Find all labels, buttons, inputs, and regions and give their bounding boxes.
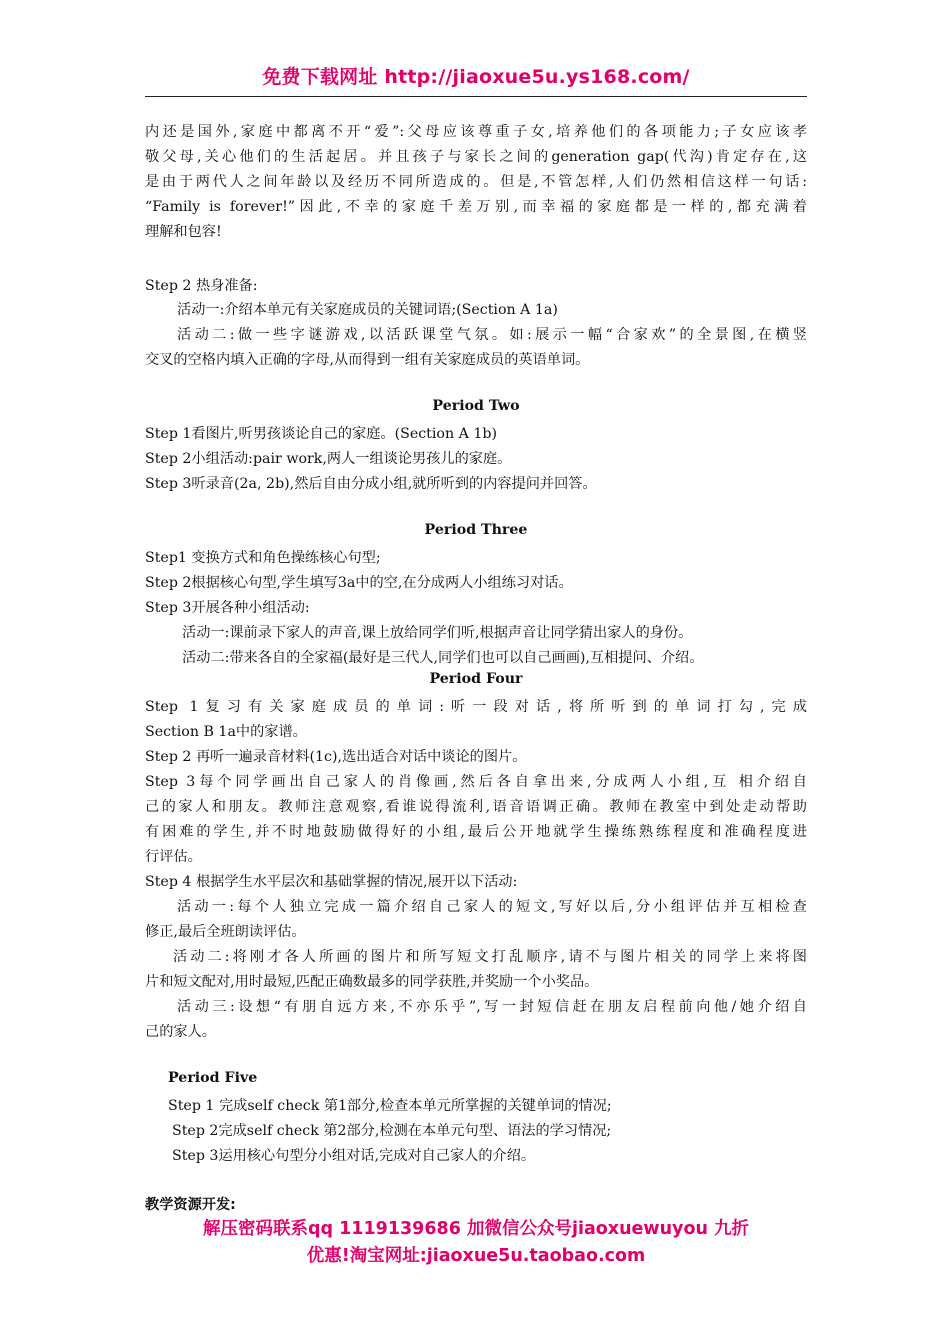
period-four-activity-1-cont: 修正,最后全班朗读评估。: [145, 924, 306, 940]
header-download-link[interactable]: 免费下载网址 http://jiaoxue5u.ys168.com/: [262, 66, 690, 88]
period-three-step-2: Step 2根据核心句型,学生填写3a中的空,在分成两人小组练习对话。: [145, 575, 573, 591]
intro-line-2: 敬父母,关心他们的生活起居。并且孩子与家长之间的generation gap(代沟)肯定存在,这: [145, 149, 807, 165]
period-four-activity-3-cont: 己的家人。: [145, 1024, 216, 1040]
period-two-step-1: Step 1看图片,听男孩谈论自己的家庭。(Section A 1b): [145, 426, 497, 442]
intro-line-1: 内还是国外,家庭中都离不开“爱”:父母应该尊重子女,培养他们的各项能力;子女应该孝: [145, 124, 807, 140]
footer-shop-line[interactable]: 优惠!淘宝网址:jiaoxue5u.taobao.com: [306, 1246, 646, 1266]
period-five-step-1: Step 1 完成self check 第1部分,检查本单元所掌握的关键单词的情况;: [168, 1098, 612, 1114]
period-four-line-8: Step 4 根据学生水平层次和基础掌握的情况,展开以下活动:: [145, 874, 518, 890]
page-footer: [145, 1216, 807, 1270]
step2-activity-1: 活动一:介绍本单元有关家庭成员的关键词语;(Section A 1a): [177, 302, 558, 318]
footer-contact-line: 解压密码联系qq 1119139686 加微信公众号jiaoxuewuyou 九折: [202, 1219, 750, 1239]
period-four-line-3: Step 2 再听一遍录音材料(1c),选出适合对话中谈论的图片。: [145, 749, 527, 765]
period-three-step-1: Step1 变换方式和角色操练核心句型;: [145, 550, 381, 566]
intro-line-3: 是由于两代人之间年龄以及经历不同所造成的。但是,不管怎样,人们仍然相信这样一句话:: [145, 174, 807, 190]
period-four-title: Period Four: [429, 671, 523, 687]
period-two-title: Period Two: [432, 398, 520, 414]
period-three-activity-1: 活动一:课前录下家人的声音,课上放给同学们听,根据声音让同学猜出家人的身份。: [182, 625, 693, 641]
page-header: [145, 62, 807, 97]
step2-activity-2: 活动二:做一些字谜游戏,以活跃课堂气氛。如:展示一幅“合家欢”的全景图,在横竖: [177, 327, 807, 343]
period-four-activity-2: 活动二:将刚才各人所画的图片和所写短文打乱顺序,请不与图片相关的同学上来将图: [173, 949, 807, 965]
period-two-step-2: Step 2小组活动:pair work,两人一组谈论男孩儿的家庭。: [145, 451, 512, 467]
period-three-title: Period Three: [424, 522, 528, 538]
period-five-step-2: Step 2完成self check 第2部分,检测在本单元句型、语法的学习情况;: [172, 1123, 612, 1139]
period-two-step-3: Step 3听录音(2a, 2b),然后自由分成小组,就所听到的内容提问并回答。: [145, 476, 597, 492]
period-five-title: Period Five: [168, 1070, 258, 1086]
period-four-line-2: Section B 1a中的家谱。: [145, 724, 307, 740]
period-four-line-4: Step 3每个同学画出自己家人的肖像画,然后各自拿出来,分成两人小组,互 相介绍自: [145, 774, 807, 790]
period-four-activity-2-cont: 片和短文配对,用时最短,匹配正确数最多的同学获胜,并奖励一个小奖品。: [145, 974, 599, 990]
period-three-step-3: Step 3开展各种小组活动:: [145, 600, 310, 616]
period-four-activity-1: 活动一:每个人独立完成一篇介绍自己家人的短文,写好以后,分小组评估并互相检查: [177, 899, 807, 915]
period-three-activity-2: 活动二:带来各自的全家福(最好是三代人,同学们也可以自己画画),互相提问、介绍。: [182, 650, 704, 666]
period-four-line-6: 有困难的学生,并不时地鼓励做得好的小组,最后公开地就学生操练熟练程度和准确程度进: [145, 824, 807, 840]
step2-title: Step 2 热身准备:: [145, 278, 258, 294]
resources-heading: 教学资源开发:: [145, 1197, 236, 1213]
period-four-line-5: 己的家人和朋友。教师注意观察,看谁说得流利,语音语调正确。教师在教室中到处走动帮助: [145, 799, 807, 815]
intro-line-5: 理解和包容!: [145, 224, 222, 240]
intro-line-4: “Family is forever!”因此,不幸的家庭千差万别,而幸福的家庭都是一样的,都充满着: [145, 199, 807, 215]
period-four-line-7: 行评估。: [145, 849, 202, 865]
period-four-activity-3: 活动三:设想“有朋自远方来,不亦乐乎”,写一封短信赶在朋友启程前向他/她介绍自: [177, 999, 807, 1015]
period-four-line-1: Step 1复习有关家庭成员的单词:听一段对话,将所听到的单词打勾,完成: [145, 699, 807, 715]
period-five-step-3: Step 3运用核心句型分小组对话,完成对自己家人的介绍。: [172, 1148, 536, 1164]
step2-activity-2-cont: 交叉的空格内填入正确的字母,从而得到一组有关家庭成员的英语单词。: [145, 352, 590, 368]
